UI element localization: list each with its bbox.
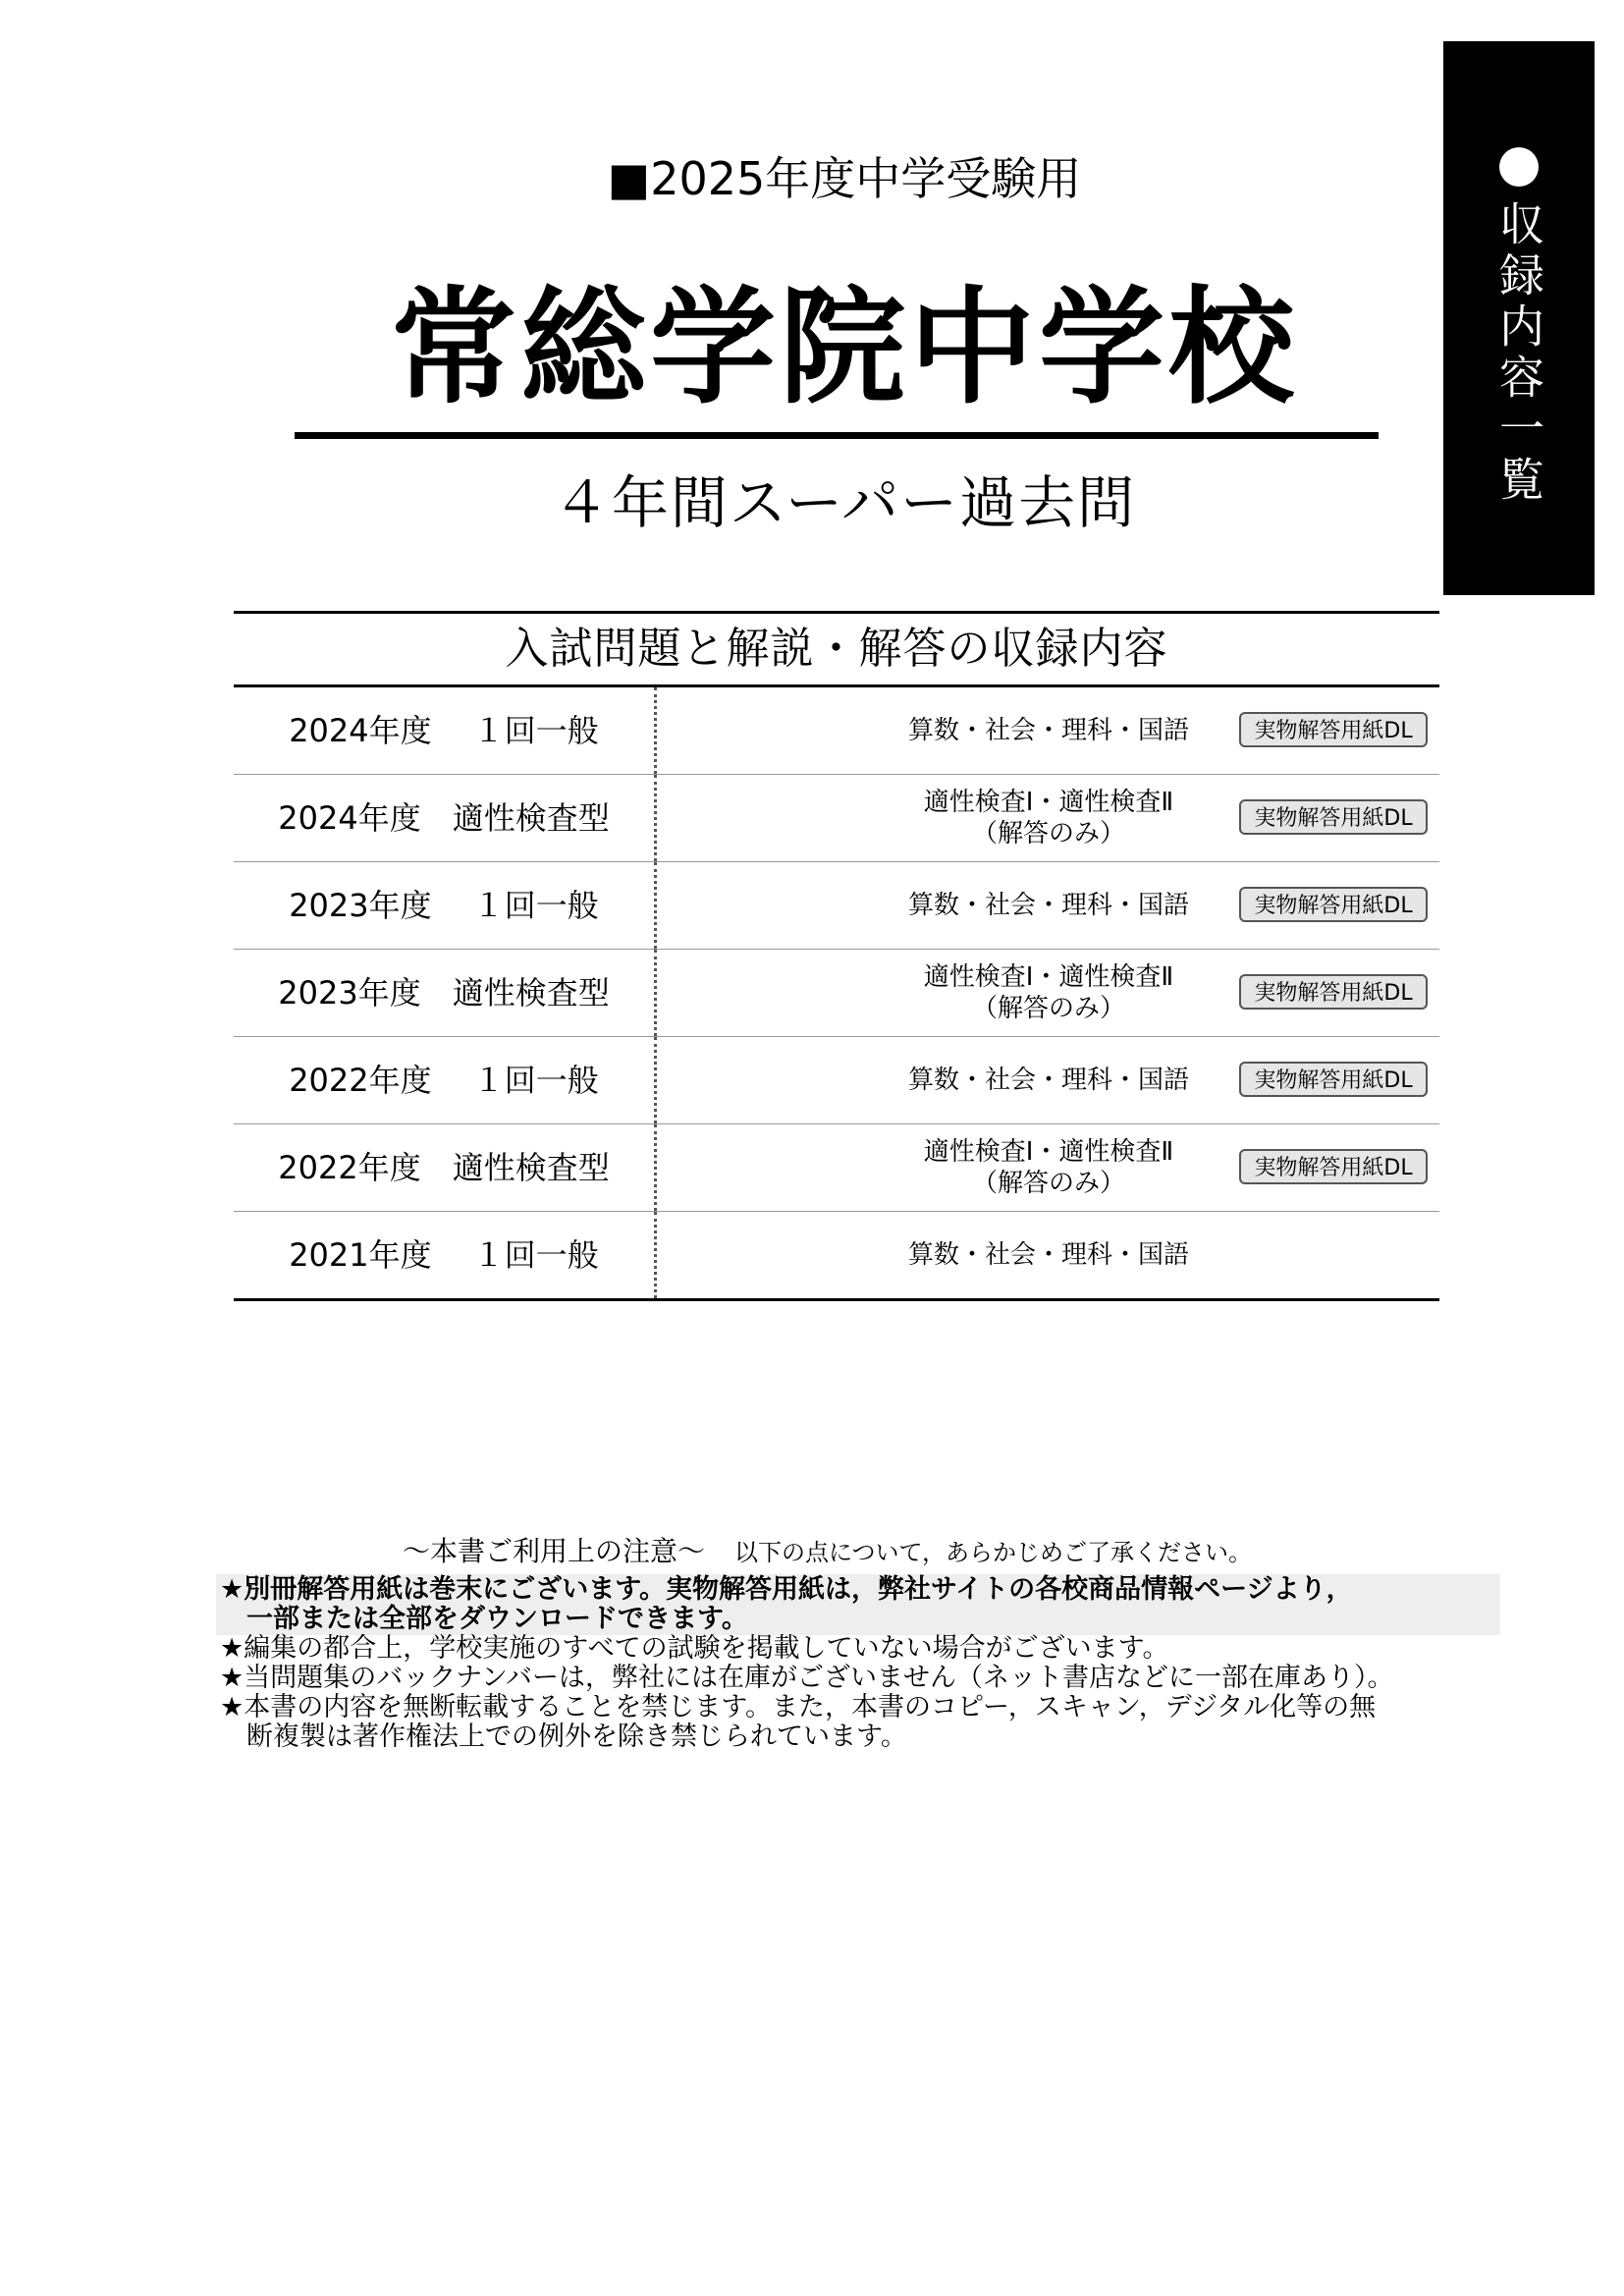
notes-heading: ～本書ご利用上の注意～	[403, 1535, 706, 1567]
subjects-cell	[862, 1037, 1235, 1123]
subjects-line: （解答のみ）	[971, 994, 1125, 1023]
school-name: 常総学院中学校	[390, 275, 1298, 421]
table-row	[234, 1124, 1439, 1212]
contents-table	[234, 611, 1439, 1301]
exam-label: 2022年度 適性検査型	[278, 1149, 610, 1186]
contents-list-tab-label: 収録内容一覧	[1492, 200, 1545, 507]
edition-label: ■2025年度中学受験用	[607, 152, 1082, 205]
exam-label: 2023年度 適性検査型	[278, 974, 610, 1011]
title-divider	[295, 432, 1379, 439]
column-divider	[654, 687, 657, 774]
column-divider	[654, 950, 657, 1036]
answer-sheet-download-badge[interactable]: 実物解答用紙DL	[1239, 1149, 1428, 1184]
note-line: ★編集の都合上，学校実施のすべての試験を掲載していない場合がございます。	[220, 1633, 1169, 1664]
subjects-cell	[862, 1212, 1235, 1298]
subjects-cell	[862, 1124, 1235, 1211]
table-row	[234, 687, 1439, 775]
subjects-line: 算数・社会・理科・国語	[907, 1240, 1189, 1270]
table-row	[234, 950, 1439, 1037]
table-row	[234, 862, 1439, 950]
note-line: ★当問題集のバックナンバーは，弊社には在庫がございません（ネット書店などに一部在庫あり）。	[220, 1663, 1394, 1693]
notes-subheading: 以下の点について，あらかじめご了承ください。	[734, 1539, 1253, 1566]
answer-sheet-download-badge[interactable]: 実物解答用紙DL	[1239, 974, 1428, 1010]
note-line: ★本書の内容を無断転載することを禁じます。また，本書のコピー，スキャン，デジタル化等の無	[220, 1692, 1377, 1722]
subjects-cell	[862, 862, 1235, 949]
notes-header	[403, 1534, 1252, 1570]
subjects-line: 適性検査Ⅰ・適性検査Ⅱ	[923, 962, 1174, 992]
subjects-line: 適性検査Ⅰ・適性検査Ⅱ	[923, 1137, 1174, 1167]
subjects-line: 適性検査Ⅰ・適性検査Ⅱ	[923, 788, 1174, 817]
subjects-cell	[862, 775, 1235, 861]
subjects-cell	[862, 950, 1235, 1036]
subjects-cell	[862, 687, 1235, 774]
column-divider	[654, 1124, 657, 1211]
table-row	[234, 775, 1439, 862]
column-divider	[654, 775, 657, 861]
answer-sheet-download-badge[interactable]: 実物解答用紙DL	[1239, 1062, 1428, 1097]
note-line: ★別冊解答用紙は巻末にございます。実物解答用紙は，弊社サイトの各校商品情報ページより，	[220, 1574, 1353, 1605]
exam-label: 2023年度 １回一般	[289, 887, 599, 924]
answer-sheet-download-badge[interactable]: 実物解答用紙DL	[1239, 712, 1428, 747]
subjects-line: 算数・社会・理科・国語	[907, 1066, 1189, 1095]
table-row	[234, 1212, 1439, 1301]
note-line: 一部または全部をダウンロードできます。	[220, 1604, 748, 1634]
subjects-line: 算数・社会・理科・国語	[907, 716, 1189, 745]
answer-sheet-download-badge[interactable]: 実物解答用紙DL	[1239, 799, 1428, 835]
subjects-line: （解答のみ）	[971, 819, 1125, 848]
column-divider	[654, 862, 657, 949]
column-divider	[654, 1037, 657, 1123]
subjects-line: 算数・社会・理科・国語	[907, 891, 1189, 920]
exam-label: 2022年度 １回一般	[289, 1062, 599, 1099]
book-subtitle: ４年間スーパー過去問	[552, 469, 1137, 536]
subjects-line: （解答のみ）	[971, 1169, 1125, 1198]
contents-rows	[234, 687, 1439, 1301]
contents-heading: 入試問題と解説・解答の収録内容	[505, 624, 1168, 674]
exam-label: 2024年度 １回一般	[289, 712, 599, 749]
note-line: 断複製は著作権法上での例外を除き禁じられています。	[220, 1722, 907, 1752]
column-divider	[654, 1212, 657, 1298]
notes-list	[220, 1575, 1393, 1752]
exam-label: 2021年度 １回一般	[289, 1236, 599, 1274]
answer-sheet-download-badge[interactable]: 実物解答用紙DL	[1239, 887, 1428, 922]
table-row	[234, 1037, 1439, 1124]
exam-label: 2024年度 適性検査型	[278, 799, 610, 837]
